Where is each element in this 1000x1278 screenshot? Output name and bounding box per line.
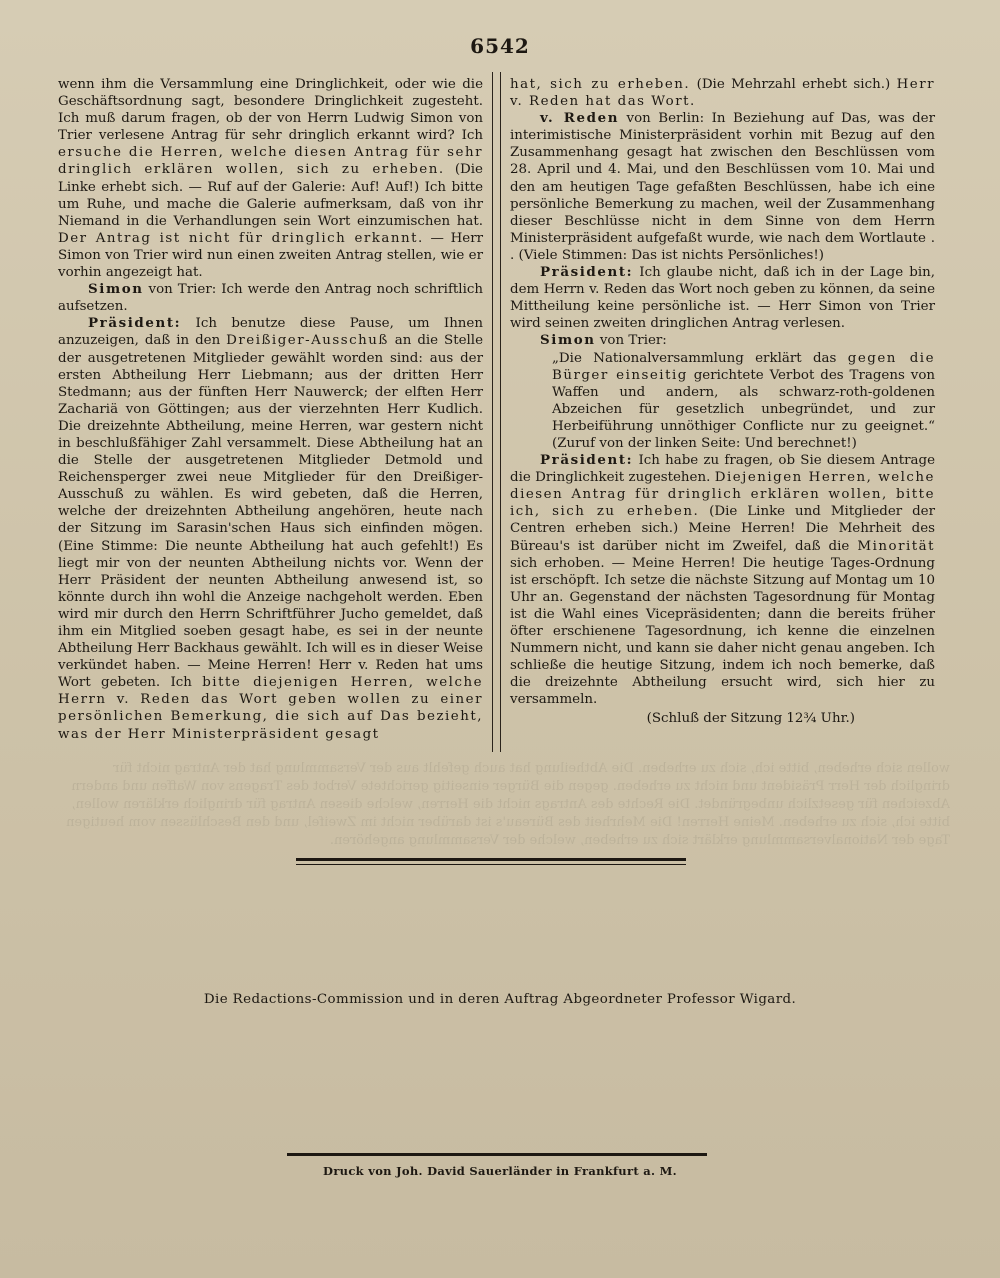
right-column bbox=[510, 76, 935, 728]
paragraph: hat, sich zu erheben. (Die Mehrzahl erhebt sich.) Herr v. Reden hat das Wort. bbox=[510, 77, 935, 110]
paragraph: „Die Nationalversammlung erklärt das gegen die Bürger einseitig gerichtete Verbot des Tragens von Waffen und andern, als schwarz-roth-goldenen Abzeichen für gesetzlich unbegründet, und zur Herbeiführung unnöthiger Conflicte nur zu geeignet.“ (Zuruf von der linken Seite: Und berechnet!) bbox=[552, 350, 936, 451]
section-rule-thin bbox=[296, 864, 686, 865]
session-closing: (Schluß der Sitzung 12¾ Uhr.) bbox=[646, 711, 855, 727]
paragraph: v. Reden von Berlin: In Beziehung auf Das, was der interimistische Ministerpräsident vorhin mit Bezug auf den Zusammenhang gesagt hat zwischen den Beschlüssen vom 28. April und 4. Mai, und den Beschlüssen vom 10. Mai und den am heutigen Tage gefaßten Beschlüssen, habe ich eine persönliche Bemerkung zu machen, weil der Zusammenhang dieser Beschlüsse nicht in dem Sinne von dem Herrn Ministerpräsident aufgefaßt wurde, wie nach dem Wortlaute . . (Viele Stimmen: Das ist nichts Persönliches!) bbox=[510, 110, 935, 263]
bleed-through-text: wollen sich erheben, bitte ich, sich zu erheben. Die Abtheilung hat auch gefehlt aus der Versammlung hat der Antrag nicht für dringlich der Herr Präsident und nicht zu erheben. gegen die Bürger einseitig gerichtete Verbot des Tragens von Waffen und andern Abzeichen für gesetzlich unbegründet. Die Rechte des Antrags nicht die Herren, welche diesen Antrag für dringlich erklären wollen, bitte ich, sich zu erheben. Meine Herren! Die Mehrheit des Büreau's ist darüber nicht im Zweifel, und den Beschlüssen vom heutigen Tage der Nationalversammlung erklärt sich zu erheben, welche der Versammlung angehören. bbox=[66, 761, 950, 848]
editor-credit: Die Redactions-Commission und in deren Auftrag Abgeordneter Professor Wigard. bbox=[203, 992, 797, 1007]
section-rule bbox=[296, 858, 686, 861]
left-column bbox=[58, 76, 483, 743]
paragraph: Präsident: Ich glaube nicht, daß ich in der Lage bin, dem Herrn v. Reden das Wort noch geben zu können, da seine Mittheilung keine persönliche ist. — Herr Simon von Trier wird seinen zweiten dringlichen Antrag verlesen. bbox=[510, 264, 935, 332]
paragraph: Präsident: Ich habe zu fragen, ob Sie diesem Antrage die Dringlichkeit zugestehen. Diejenigen Herren, welche diesen Antrag für dringlich erklären wollen, bitte ich, sich zu erheben. (Die Linke und Mitglieder der Centren erheben sich.) Meine Herren! Die Mehrheit des Büreau's ist darüber nicht im Zweifel, daß die Minorität sich erhoben. — Meine Herren! Die heutige Tages-Ordnung ist erschöpft. Ich setze die nächste Sitzung auf Montag um 10 Uhr an. Gegenstand der nächsten Tagesordnung für Montag ist die Wahl eines Vicepräsidenten; dann die bereits früher öfter erschienene Tagesordnung, ich kenne die einzelnen Nummern nicht, und kann sie daher nicht genau angeben. Ich schließe die heutige Sitzung, indem ich noch bemerke, daß die dreizehnte Abtheilung ersucht wird, sich hier zu versammeln. bbox=[510, 452, 935, 708]
paragraph: Simon von Trier: bbox=[540, 332, 667, 349]
paragraph: Simon von Trier: Ich werde den Antrag noch schriftlich aufsetzen. bbox=[58, 281, 483, 315]
paragraph: wenn ihm die Versammlung eine Dringlichkeit, oder wie die Geschäftsordnung sagt, besondere Dringlichkeit zugesteht. Ich muß darum fragen, ob der von Herrn Ludwig Simon von Trier verlesene Antrag für sehr dringlich erkannt wird? Ich ersuche die Herren, welche diesen Antrag für sehr dringlich erklären wollen, sich zu erheben. (Die Linke erhebt sich. — Ruf auf der Galerie: Auf! Auf!) Ich bitte um Ruhe, und mache die Galerie aufmerksam, daß von ihr Niemand in die Verhandlungen sein Wort einzumischen hat. Der Antrag ist nicht für dringlich erkannt. — Herr Simon von Trier wird nun einen zweiten Antrag stellen, wie er vorhin angezeigt hat. bbox=[58, 77, 483, 281]
page-number: 6542 bbox=[470, 34, 530, 58]
printer-rule bbox=[287, 1153, 707, 1156]
printer-imprint: Druck von Joh. David Sauerländer in Frankfurt a. M. bbox=[323, 1164, 677, 1178]
column-divider bbox=[492, 72, 501, 752]
paragraph: Präsident: Ich benutze diese Pause, um Ihnen anzuzeigen, daß in den Dreißiger-Ausschuß an die Stelle der ausgetretenen Mitglieder gewählt worden sind: aus der ersten Abtheilung Herr Liebmann; aus der dritten Herr Stedmann; aus der fünften Herr Nauwerck; der elften Herr Zachariä von Göttingen; aus der vierzehnten Herr Kudlich. Die dreizehnte Abtheilung, meine Herren, war gestern nicht in beschlußfähiger Zahl versammelt. Diese Abtheilung hat an die Stelle der ausgetretenen Mitglieder Detmold und Reichensperger zwei neue Mitglieder für den Dreißiger-Ausschuß zu wählen. Es wird gebeten, daß die Herren, welche der dreizehnten Abtheilung angehören, heute nach der Sitzung im Sarasin'schen Haus sich einfinden mögen. (Eine Stimme: Die neunte Abtheilung hat auch gefehlt!) Es liegt mir von der neunten Abtheilung nichts vor. Wenn der Herr Präsident der neunten Abtheilung anwesend ist, so könnte durch ihn wohl die Anzeige nachgeholt werden. Eben wird mir durch den Herrn Schriftführer Jucho gemeldet, daß ihm ein Mitglied soeben gesagt habe, es sei in der neunte Abtheilung Herr Backhaus gewählt. Ich will es in dieser Weise verkündet haben. — Meine Herren! Herr v. Reden hat ums Wort gebeten. Ich bitte diejenigen Herren, welche Herrn v. Reden das Wort geben wollen zu einer persönlichen Bemerkung, die sich auf Das bezieht, was der Herr Ministerpräsident gesagt bbox=[58, 315, 483, 742]
